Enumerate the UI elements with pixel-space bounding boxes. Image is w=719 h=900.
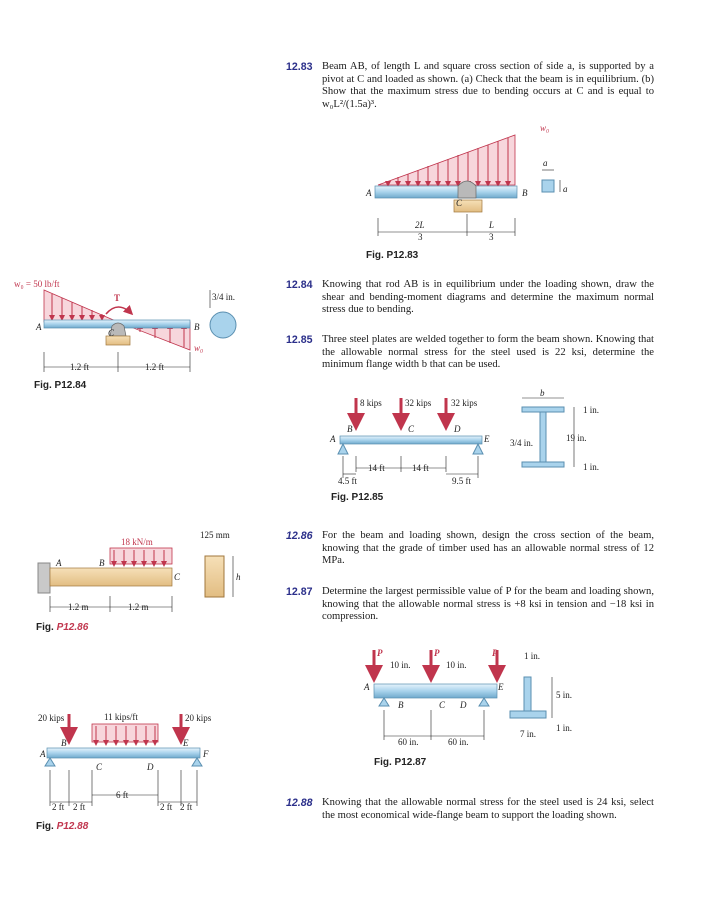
caption-number: P12.88 <box>56 821 89 832</box>
dim-web: 3/4 in. <box>510 438 534 448</box>
label-c: C <box>439 700 446 710</box>
load-p1: 8 kips <box>360 398 382 408</box>
problem-text: Determine the largest permissible value of P for the beam and loading shown, knowing that the allowable normal stress is +8 ksi in tension and −18 ksi in compression. <box>322 586 654 623</box>
dim-h: 5 in. <box>556 690 573 700</box>
dim-2l-num: 2L <box>415 220 425 230</box>
load-label: w₀ <box>540 123 550 133</box>
problem-number: 12.88 <box>286 797 313 809</box>
label-d: D <box>454 424 461 434</box>
load-label: 18 kN/m <box>121 537 153 547</box>
label-c: C <box>96 762 103 772</box>
fig-caption-p12-87: Fig. P12.87 <box>374 757 427 768</box>
label-c: C <box>108 328 115 338</box>
label-a: A <box>40 749 46 759</box>
load-p3: P <box>492 648 498 658</box>
dim-tf: 1 in. <box>556 723 573 733</box>
torque-label: T <box>114 293 121 303</box>
label-b: B <box>347 424 353 434</box>
label-d: D <box>460 700 467 710</box>
load-p2: 32 kips <box>405 398 432 408</box>
caption-prefix: Fig. <box>36 821 57 832</box>
label-f: F <box>203 749 209 759</box>
fig-caption-p12-85: Fig. P12.85 <box>331 492 384 503</box>
dim-t1: 1 in. <box>583 405 600 415</box>
caption-number: P12.86 <box>56 622 89 633</box>
dim-3: 4.5 ft <box>338 476 357 486</box>
label-c: C <box>174 572 181 582</box>
dim-4: 9.5 ft <box>452 476 471 486</box>
label-b: B <box>398 700 404 710</box>
dim-1: 2 ft <box>52 802 65 812</box>
dim-1: 14 ft <box>368 463 385 473</box>
label-e: E <box>183 738 189 748</box>
problem-text: Three steel plates are welded together to form the beam shown. Knowing that the allowable normal stress for the steel used is 22 ksi, determine the minimum flange width b that can be used. <box>322 334 654 371</box>
dim-3: 60 in. <box>398 737 419 747</box>
caption-prefix: Fig. <box>36 622 57 633</box>
dim-h: 19 in. <box>566 433 587 443</box>
dim-bf: 7 in. <box>520 729 537 739</box>
dim-1: 1.2 ft <box>70 362 89 372</box>
dim-l-den: 3 <box>489 232 494 242</box>
label-b: B <box>99 558 105 568</box>
dim-5: 2 ft <box>180 802 193 812</box>
dim-3: 6 ft <box>116 790 129 800</box>
dim-diameter: 3/4 in. <box>212 292 236 302</box>
load-label-bottom: w₀ <box>194 343 204 353</box>
problem-number: 12.84 <box>286 279 313 291</box>
dim-2l-den: 3 <box>418 232 423 242</box>
dim-2: 14 ft <box>412 463 429 473</box>
load-p2: 20 kips <box>185 713 212 723</box>
label-d: D <box>147 762 154 772</box>
dim-a-side: a <box>563 184 568 194</box>
dim-1: 1.2 m <box>68 602 89 612</box>
problem-text: Knowing that rod AB is in equilibrium under the loading shown, draw the shear and bending-moment diagrams and determine the maximum normal stress due to bending. <box>322 279 654 316</box>
fig-caption-p12-83: Fig. P12.83 <box>366 250 419 261</box>
problem-text: Knowing that the allowable normal stress for the steel used is 24 ksi, select the most economical wide-flange beam to support the loading shown. <box>322 797 654 821</box>
fig-caption-p12-84: Fig. P12.84 <box>34 380 87 391</box>
problem-number: 12.87 <box>286 586 313 598</box>
problem-number: 12.86 <box>286 530 313 542</box>
dim-2: 1.2 m <box>128 602 149 612</box>
dim-1: 10 in. <box>390 660 411 670</box>
fig-caption-p12-88 <box>36 821 88 832</box>
label-b: B <box>522 188 528 198</box>
dim-4: 2 ft <box>160 802 173 812</box>
load-p1: P <box>377 648 383 658</box>
label-a: A <box>364 682 370 692</box>
dim-a-top: a <box>543 158 548 168</box>
dim-h: h <box>236 572 241 582</box>
load-p3: 32 kips <box>451 398 478 408</box>
label-a: A <box>56 558 62 568</box>
label-e: E <box>498 682 504 692</box>
dim-4: 60 in. <box>448 737 469 747</box>
label-a: A <box>366 188 372 198</box>
label-a: A <box>330 434 336 444</box>
label-b: B <box>61 738 67 748</box>
label-c: C <box>456 198 463 208</box>
dim-tw: 1 in. <box>524 651 541 661</box>
label-a: A <box>36 322 42 332</box>
dim-2: 1.2 ft <box>145 362 164 372</box>
load-p2: P <box>434 648 440 658</box>
label-c: C <box>408 424 415 434</box>
problem-number: 12.83 <box>286 61 313 73</box>
load-p1: 20 kips <box>38 713 65 723</box>
dim-l-num: L <box>489 220 495 230</box>
dim-t2: 1 in. <box>583 462 600 472</box>
label-e: E <box>484 434 490 444</box>
label-b: B <box>194 322 200 332</box>
dim-2: 10 in. <box>446 660 467 670</box>
problem-text: Beam AB, of length L and square cross section of side a, is supported by a pivot at C and loaded as shown. (a) Check that the beam is in equilibrium. (b) Show that the maximum stress due to bending occurs at C and is equal to w₀L²/(1.5a)³. <box>322 61 654 110</box>
beam <box>47 748 200 758</box>
load-label-top: w₀ = 50 lb/ft <box>14 279 60 289</box>
problem-number: 12.85 <box>286 334 313 346</box>
dim-b: b <box>540 388 545 398</box>
dim-width: 125 mm <box>200 530 230 540</box>
distributed-load <box>92 724 158 742</box>
load-label: 11 kips/ft <box>104 712 138 722</box>
problem-text: For the beam and loading shown, design the cross section of the beam, knowing that the grade of timber used has an allowable normal stress of 12 MPa. <box>322 530 654 567</box>
dim-2: 2 ft <box>73 802 86 812</box>
